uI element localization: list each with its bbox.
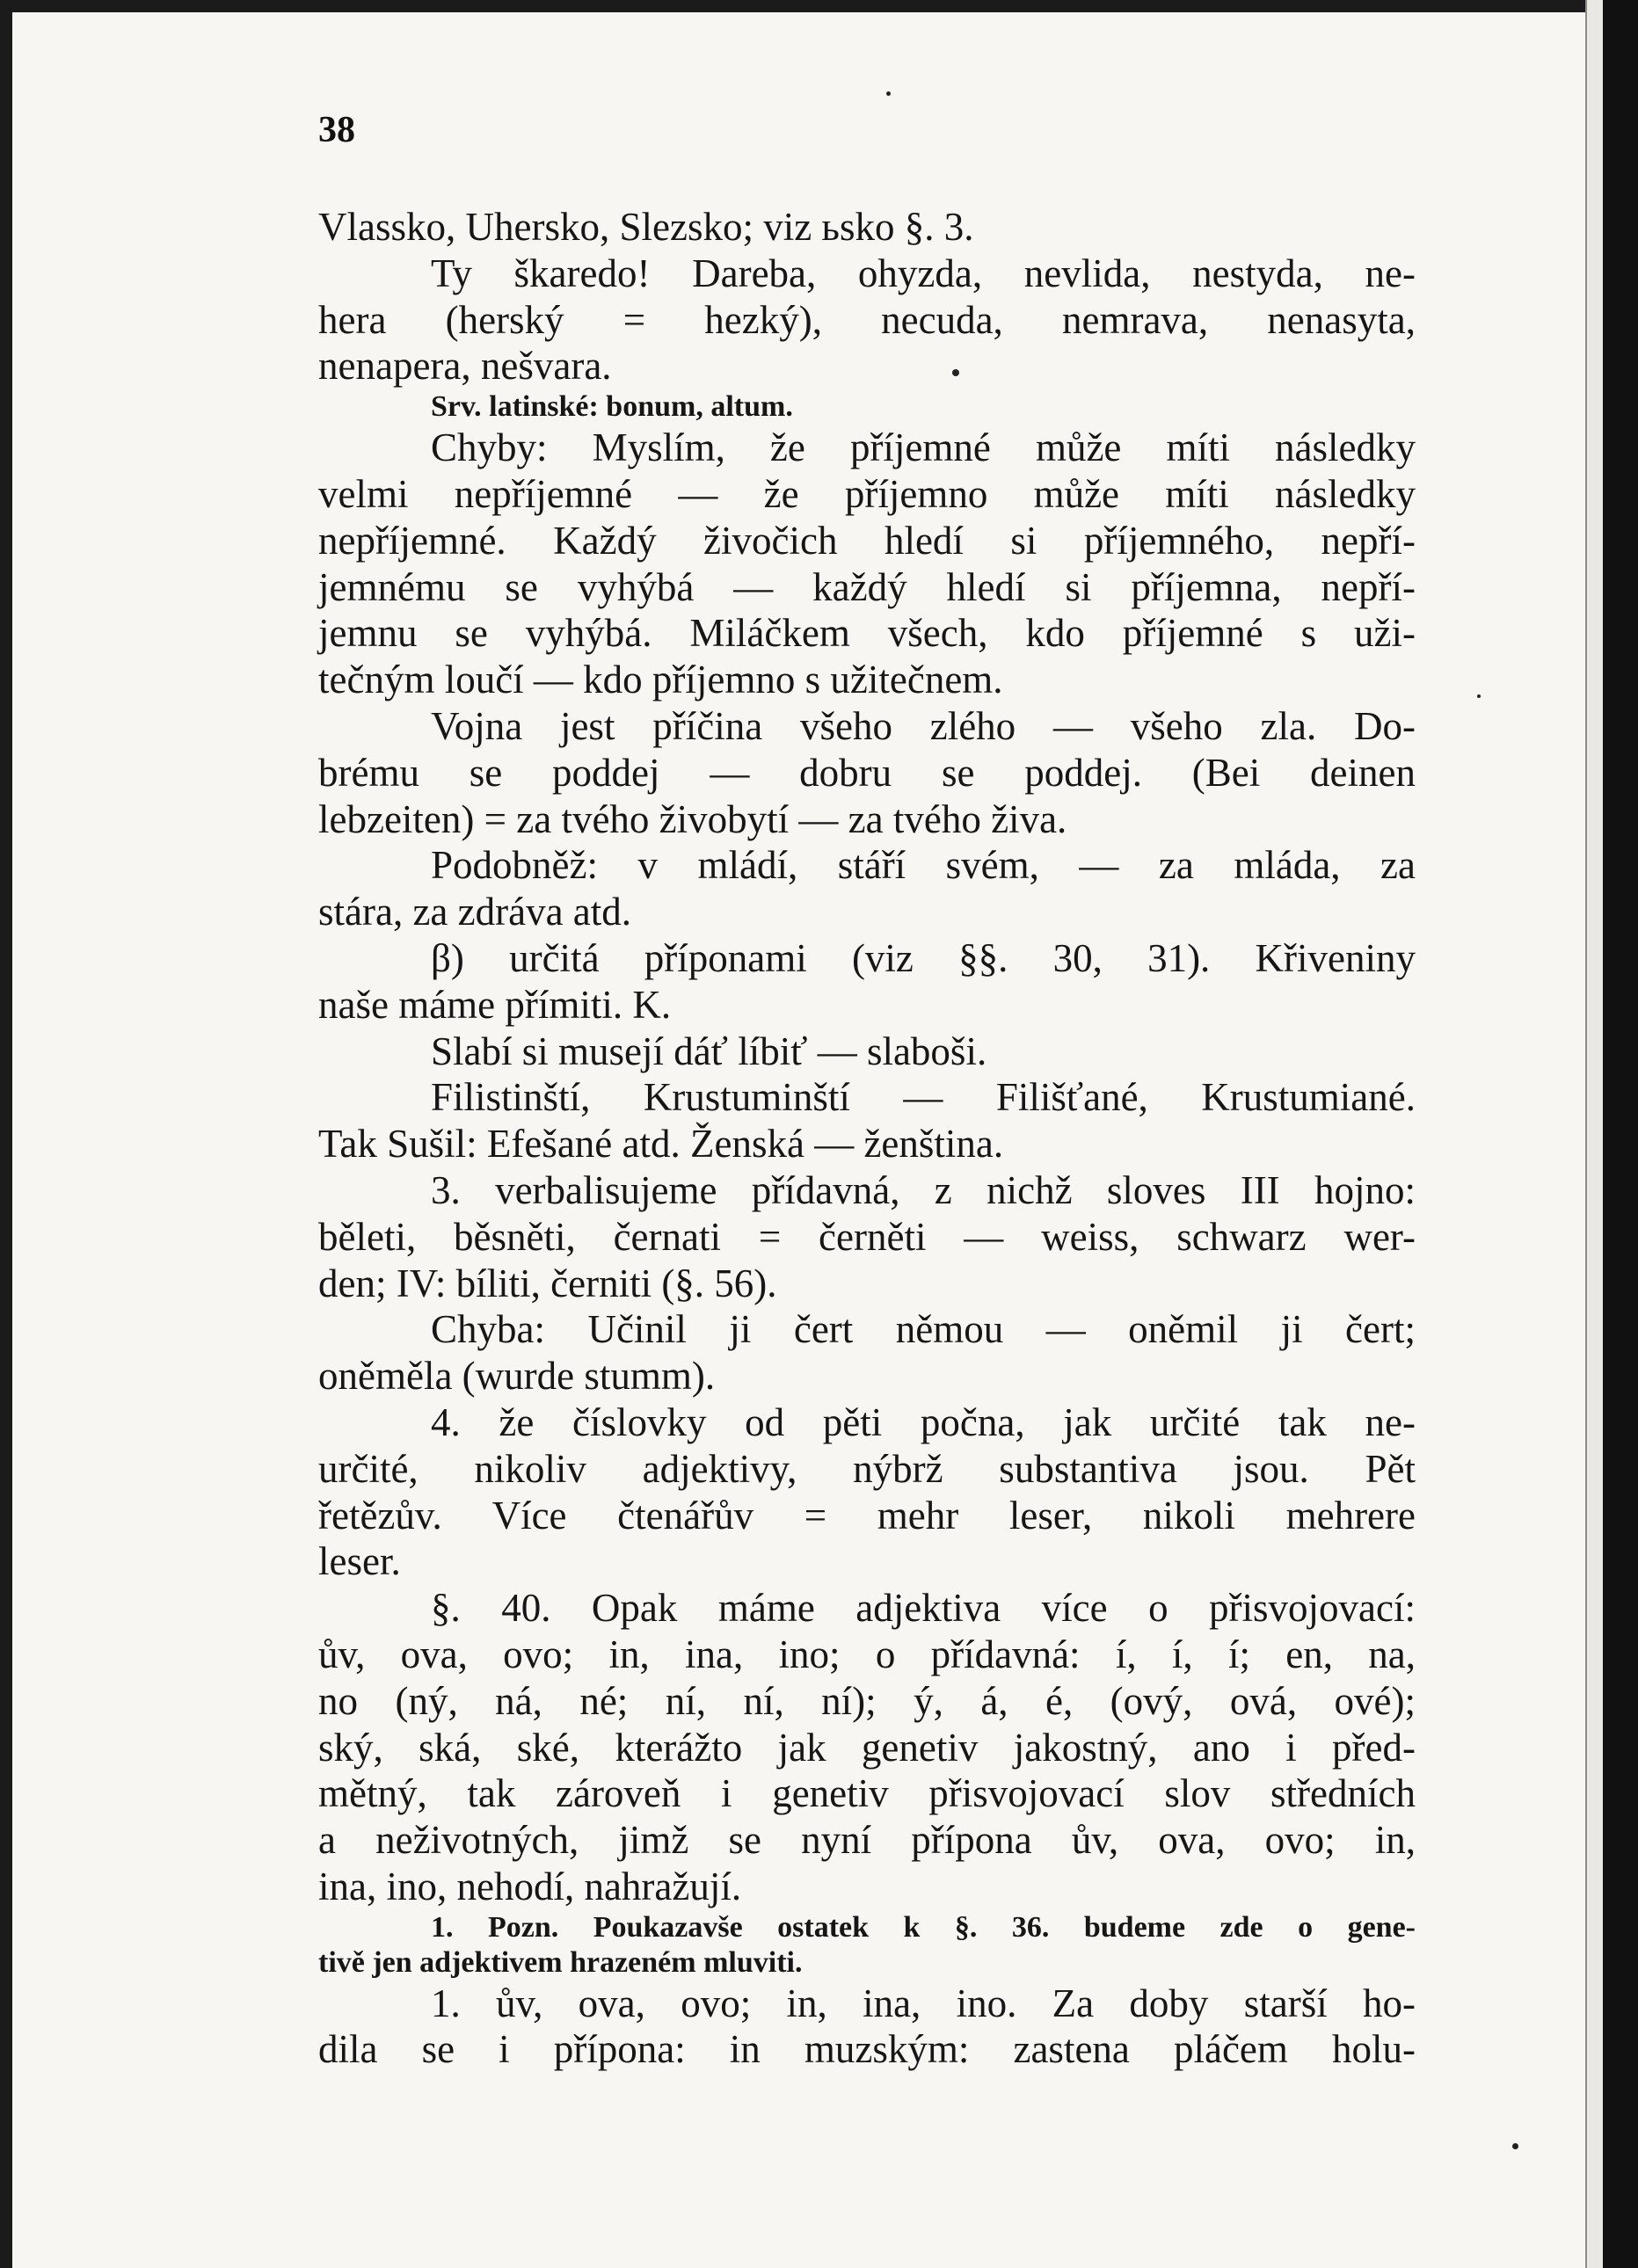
text-line: Ty škaredo! Dareba, ohyzda, nevlida, nestyda, ne- xyxy=(431,251,1416,295)
scan-border-top xyxy=(0,0,1638,12)
text-line: nenapera, nešvara. xyxy=(318,344,612,389)
text-line: 1. ův, ova, ovo; in, ina, ino. Za doby starší ho- xyxy=(431,1981,1416,2025)
text-line: Chyby: Myslím, že příjemné může míti následky xyxy=(431,425,1416,470)
text-line: Filistinští, Krustuminští — Filišťané, Krustumiané. xyxy=(431,1075,1416,1120)
text-line: hera (herský = hezký), necuda, nemrava, nenasyta, xyxy=(318,297,1416,342)
text-line: jemnu se vyhýbá. Miláčkem všech, kdo příjemné s uži- xyxy=(318,611,1416,656)
text-line: Srv. latinské: bonum, altum. xyxy=(431,390,793,424)
text-line: lebzeiten) = za tvého živobytí — za tvého živa. xyxy=(318,796,1067,841)
text-line: řetězův. Více čtenářův = mehr leser, nikoli mehrere xyxy=(318,1493,1416,1537)
speck xyxy=(1512,2143,1518,2149)
text-line: Chyba: Učinil ji čert němou — oněmil ji čert; xyxy=(431,1307,1416,1352)
text-line: tečným loučí — kdo příjemno s užitečnem. xyxy=(318,658,1003,702)
text-line: no (ný, ná, né; ní, ní, ní); ý, á, é, (ový, ová, ové); xyxy=(318,1678,1416,1723)
text-line: β) určitá příponami (viz §§. 30, 31). Křiveniny xyxy=(431,935,1416,980)
text-line: 4. že číslovky od pěti počna, jak určité tak ne- xyxy=(431,1399,1416,1444)
text-line: dila se i přípona: in muzským: zastena pláčem holu- xyxy=(318,2027,1416,2072)
text-line: leser. xyxy=(318,1539,401,1584)
text-line: tivě jen adjektivem hrazeném mluviti. xyxy=(318,1945,803,1979)
speck xyxy=(1477,694,1481,698)
text-line: a neživotných, jimž se nyní přípona ův, ova, ovo; in, xyxy=(318,1818,1416,1863)
text-line: Vlassko, Uhersko, Slezsko; viz ьsko §. 3. xyxy=(318,205,974,249)
text-line: nepříjemné. Každý živočich hledí si příjemného, nepří- xyxy=(318,518,1416,563)
text-line: Podobněž: v mládí, stáří svém, — za mláda, za xyxy=(431,843,1416,888)
text-line: jemnému se vyhýbá — každý hledí si příjemna, nepří- xyxy=(318,564,1416,609)
text-line: mětný, tak zároveň i genetiv přisvojovací slov středních xyxy=(318,1771,1416,1816)
text-line: 1. Pozn. Poukazavše ostatek k §. 36. budeme zde o gene- xyxy=(431,1910,1416,1944)
speck xyxy=(952,369,959,376)
text-line: ský, ská, ské, kterážto jak genetiv jakostný, ano i před- xyxy=(318,1725,1416,1770)
text-line: velmi nepříjemné — že příjemno může míti následky xyxy=(318,471,1416,516)
text-line: Vojna jest příčina všeho zlého — všeho zla. Do- xyxy=(431,703,1416,748)
text-line: určité, nikoliv adjektivy, nýbrž substantiva jsou. Pět xyxy=(318,1446,1416,1491)
text-line: den; IV: bíliti, černiti (§. 56). xyxy=(318,1261,777,1305)
text-line: naše máme přímiti. K. xyxy=(318,982,672,1027)
text-line: ina, ino, nehodí, nahražují. xyxy=(318,1864,742,1908)
text-line: oněměla (wurde stumm). xyxy=(318,1354,716,1399)
page-body-text xyxy=(318,204,1416,2073)
page-number: 38 xyxy=(318,110,355,150)
scan-border-right xyxy=(1603,0,1638,2268)
next-page-edge xyxy=(1585,0,1603,2268)
text-line: Slabí si musejí dáť líbiť — slaboši. xyxy=(431,1029,987,1073)
text-line: běleti, běsněti, černati = černěti — weiss, schwarz wer- xyxy=(318,1214,1416,1259)
text-line: Tak Sušil: Efešané atd. Ženská — ženština. xyxy=(318,1122,1004,1167)
text-line: 3. verbalisujeme přídavná, z nichž sloves III hojno: xyxy=(431,1167,1416,1212)
speck xyxy=(886,91,891,96)
text-line: stára, za zdráva atd. xyxy=(318,890,632,934)
scan-border-left xyxy=(0,0,12,2268)
text-line: ův, ova, ovo; in, ina, ino; o přídavná: í, í, í; en, na, xyxy=(318,1632,1416,1676)
text-line: brému se poddej — dobru se poddej. (Bei deinen xyxy=(318,750,1416,795)
text-line: §. 40. Opak máme adjektiva více o přisvojovací: xyxy=(431,1586,1416,1631)
